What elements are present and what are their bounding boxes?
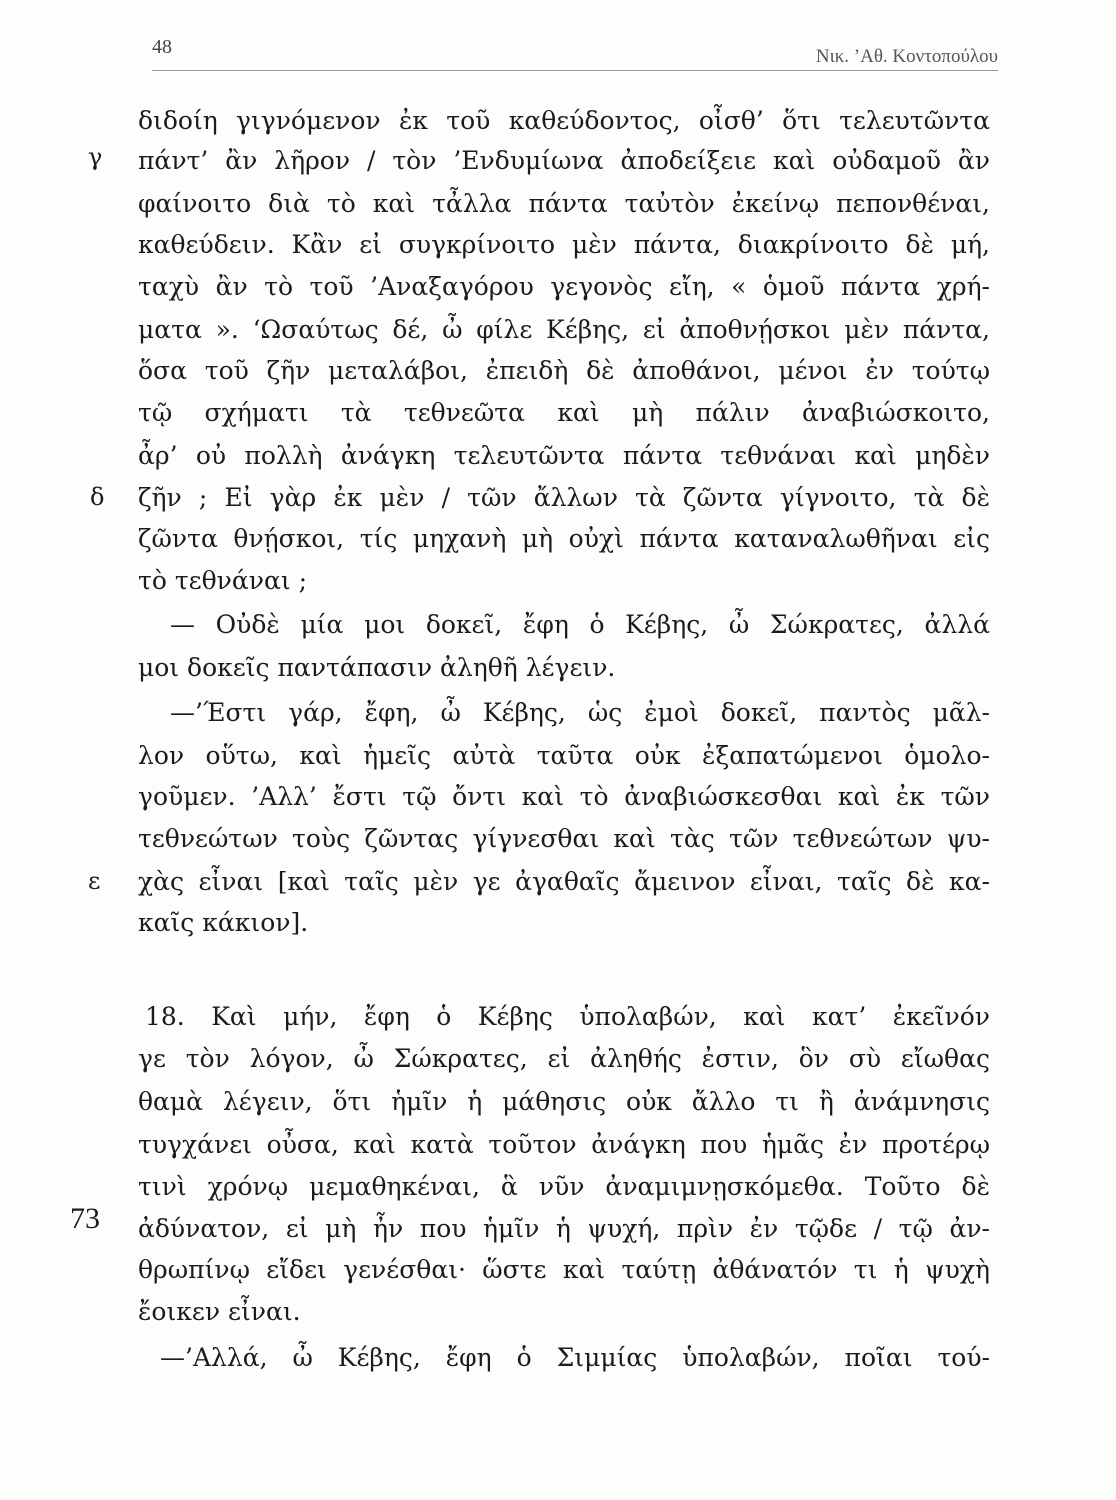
text-line: θρωπίνῳ εἴδει γενέσθαι· ὥστε καὶ ταύτῃ ἀθάνατόν τι ἡ ψυχὴ [138, 1255, 990, 1284]
text-line: ἔοικεν εἶναι. [138, 1297, 301, 1326]
text-line: τεθνεώτων τοὺς ζῶντας γίγνεσθαι καὶ τὰς τῶν τεθνεώτων ψυ- [138, 824, 990, 853]
text-line: ματα ». ‘Ωσαύτως δέ, ὦ φίλε Κέβης, εἰ ἀποθνῄσκοι μὲν πάντα, [138, 315, 990, 344]
text-line: λον οὕτω, καὶ ἡμεῖς αὐτὰ ταῦτα οὐκ ἐξαπατώμενοι ὁμολο- [138, 741, 990, 770]
text-line: 18. Καὶ μήν, ἔφη ὁ Κέβης ὑπολαβών, καὶ κατ’ ἐκεῖνόν [145, 1002, 990, 1031]
text-line: ταχὺ ἂν τὸ τοῦ ’Αναξαγόρου γεγονὸς εἴη, « ὁμοῦ πάντα χρή- [138, 272, 990, 301]
text-line: τυγχάνει οὖσα, καὶ κατὰ τοῦτον ἀνάγκη που ἡμᾶς ἐν προτέρῳ [138, 1130, 990, 1159]
margin-marker-delta: δ [90, 483, 105, 511]
page-header [152, 34, 998, 71]
text-line: μοι δοκεῖς παντάπασιν ἀληθῆ λέγειν. [138, 653, 616, 682]
text-line: ἀδύνατον, εἰ μὴ ἦν που ἡμῖν ἡ ψυχή, πρὶν ἐν τῷδε / τῷ ἀν- [138, 1214, 990, 1243]
margin-marker-epsilon: ε [88, 867, 101, 895]
text-line: τὸ τεθνάναι ; [138, 566, 307, 595]
text-line: τινὶ χρόνῳ μεμαθηκέναι, ἃ νῦν ἀναμιμνῃσκόμεθα. Τοῦτο δὲ [138, 1172, 990, 1201]
text-line: θαμὰ λέγειν, ὅτι ἡμῖν ἡ μάθησις οὐκ ἄλλο τι ἢ ἀνάμνησις [138, 1087, 990, 1116]
text-line: διδοίη γιγνόμενον ἐκ τοῦ καθεύδοντος, οἶσθ’ ὅτι τελευτῶντα [138, 106, 990, 135]
text-line: καῖς κάκιον]. [138, 908, 309, 937]
text-line: ἆρ’ οὐ πολλὴ ἀνάγκη τελευτῶντα πάντα τεθνάναι καὶ μηδὲν [138, 441, 990, 470]
margin-marker-73: 73 [70, 1202, 100, 1235]
text-line: —’Έστι γάρ, ἔφη, ὦ Κέβης, ὡς ἐμοὶ δοκεῖ, παντὸς μᾶλ- [170, 698, 990, 727]
running-head: Νικ. ’Αθ. Κοντοπούλου [815, 46, 998, 67]
text-line: ζῆν ; Εἰ γὰρ ἐκ μὲν / τῶν ἄλλων τὰ ζῶντα γίγνοιτο, τὰ δὲ [138, 483, 990, 512]
text-line: γοῦμεν. ’Αλλ’ ἔστι τῷ ὄντι καὶ τὸ ἀναβιώσκεσθαι καὶ ἐκ τῶν [138, 782, 990, 811]
text-line: —’Αλλά, ὦ Κέβης, ἔφη ὁ Σιμμίας ὑπολαβών, ποῖαι τού- [160, 1343, 990, 1372]
text-line: πάντ’ ἂν λῆρον / τὸν ’Ενδυμίωνα ἀποδείξειε καὶ οὐδαμοῦ ἂν [138, 146, 990, 175]
text-line: γε τὸν λόγον, ὦ Σώκρατες, εἰ ἀληθής ἐστιν, ὃν σὺ εἴωθας [138, 1044, 990, 1073]
text-line: ζῶντα θνῄσκοι, τίς μηχανὴ μὴ οὐχὶ πάντα καταναλωθῆναι εἰς [138, 524, 990, 553]
text-line: καθεύδειν. Κἂν εἰ συγκρίνοιτο μὲν πάντα, διακρίνοιτο δὲ μή, [138, 230, 990, 259]
text-line: τῷ σχήματι τὰ τεθνεῶτα καὶ μὴ πάλιν ἀναβιώσκοιτο, [138, 398, 990, 427]
margin-marker-gamma: γ [88, 143, 103, 171]
text-line: — Οὐδὲ μία μοι δοκεῖ, ἔφη ὁ Κέβης, ὦ Σώκρατες, ἀλλά [170, 610, 990, 639]
text-line: ὅσα τοῦ ζῆν μεταλάβοι, ἐπειδὴ δὲ ἀποθάνοι, μένοι ἐν τούτῳ [138, 356, 990, 385]
text-line: χὰς εἶναι [καὶ ταῖς μὲν γε ἀγαθαῖς ἄμεινον εἶναι, ταῖς δὲ κα- [138, 867, 990, 896]
text-line: φαίνοιτο διὰ τὸ καὶ τἆλλα πάντα ταὐτὸν ἐκείνῳ πεπονθέναι, [138, 189, 990, 218]
page-number: 48 [152, 36, 172, 58]
